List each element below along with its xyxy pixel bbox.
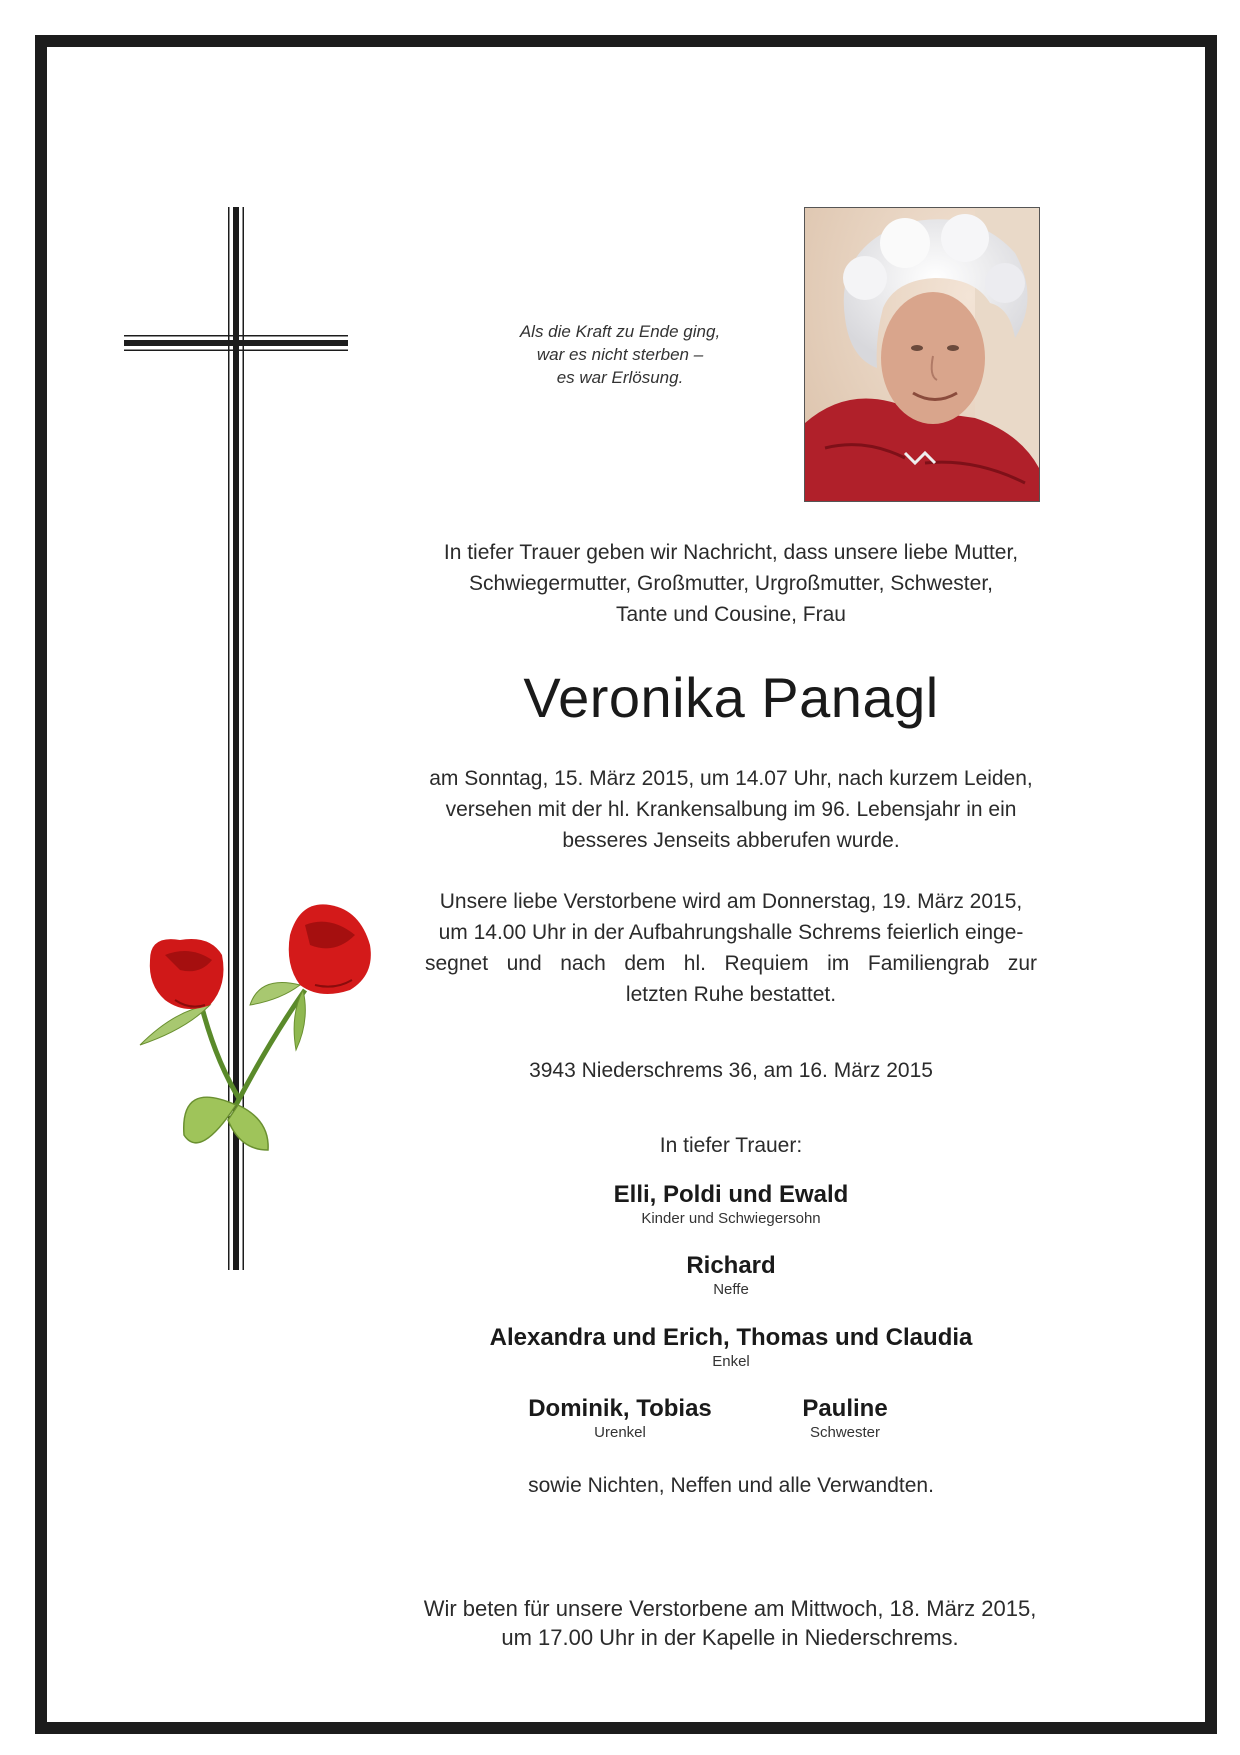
portrait-photo (804, 207, 1040, 502)
quote-line: Als die Kraft zu Ende ging, (519, 322, 721, 341)
funeral-line: Unsere liebe Verstorbene wird am Donnerstag, 19. März 2015, (439, 890, 1023, 913)
mourner-names: Pauline (802, 1395, 888, 1422)
portrait-photo-icon (805, 208, 1039, 501)
funeral-line: um 14.00 Uhr in der Aufbahrungshalle Schrems feierlich einge- (438, 921, 1024, 944)
death-notice-line: besseres Jenseits abberufen wurde. (562, 829, 900, 852)
mourner-relation: Schwester (809, 1424, 881, 1441)
mourner-names: Richard (686, 1252, 776, 1279)
mourner-names: Dominik, Tobias (528, 1395, 712, 1422)
deceased-name: Veronika Panagl (523, 666, 939, 729)
mourner-relation: Urenkel (594, 1424, 646, 1441)
mourner-relation: Enkel (712, 1353, 750, 1370)
funeral-line: segnet und nach dem hl. Requiem im Familiengrab zur (425, 952, 1037, 975)
intro-line: Schwiegermutter, Großmutter, Urgroßmutter, Schwester, (468, 572, 993, 595)
mourner-group (425, 1323, 1037, 1371)
mourner-group (425, 1251, 1037, 1299)
mourner-names: Alexandra und Erich, Thomas und Claudia (489, 1324, 973, 1351)
intro-line: In tiefer Trauer geben wir Nachricht, dass unsere liebe Mutter, (443, 541, 1019, 564)
prayer-notice (300, 1594, 1160, 1652)
mourner-relation: Neffe (713, 1281, 749, 1298)
death-notice (425, 763, 1037, 856)
prayer-line: um 17.00 Uhr in der Kapelle in Niederschrems. (501, 1625, 959, 1650)
funeral-line: letzten Ruhe bestattet. (625, 983, 837, 1006)
epitaph-quote (470, 320, 770, 389)
quote-line: war es nicht sterben – (536, 345, 704, 364)
mourner-group (510, 1394, 730, 1442)
prayer-line: Wir beten für unsere Verstorbene am Mittwoch, 18. März 2015, (423, 1596, 1037, 1621)
mourners-heading: In tiefer Trauer: (659, 1134, 803, 1157)
quote-line: es war Erlösung. (556, 368, 684, 387)
mourner-group (425, 1180, 1037, 1228)
intro-line: Tante und Cousine, Frau (616, 603, 846, 626)
mourner-group (770, 1394, 920, 1442)
death-notice-line: versehen mit der hl. Krankensalbung im 96. Lebensjahr in ein (445, 798, 1017, 821)
death-notice-line: am Sonntag, 15. März 2015, um 14.07 Uhr, nach kurzem Leiden, (429, 767, 1033, 790)
other-relatives: sowie Nichten, Neffen und alle Verwandten. (528, 1474, 934, 1497)
mourner-relation: Kinder und Schwiegersohn (641, 1210, 821, 1227)
mourner-names: Elli, Poldi und Ewald (613, 1181, 849, 1208)
funeral-notice (425, 886, 1037, 1010)
announcement-intro (425, 537, 1037, 630)
place-and-date: 3943 Niederschrems 36, am 16. März 2015 (529, 1059, 933, 1082)
